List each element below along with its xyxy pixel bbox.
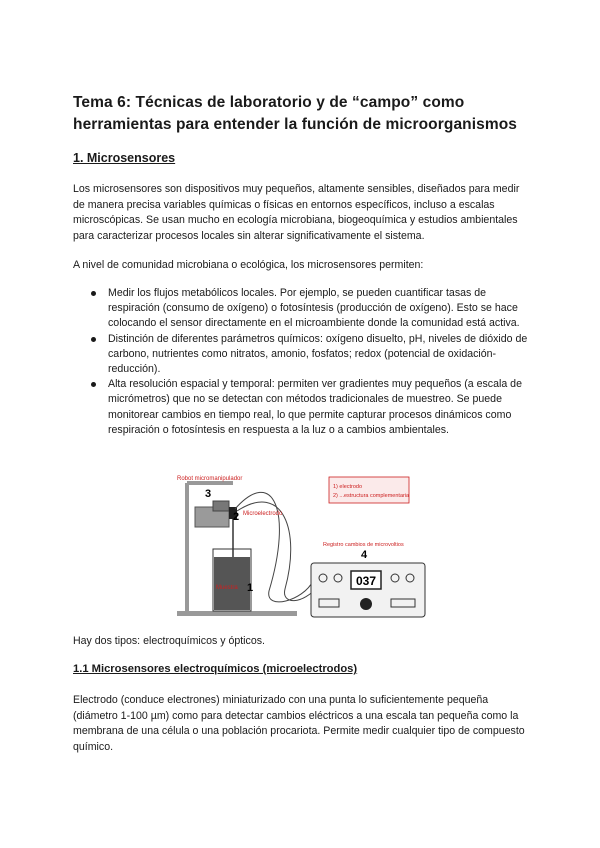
list-item-text: Alta resolución espacial y temporal: permiten ver gradientes muy pequeños (a escala de micrómetros) que no se detectan con métodos tradicionales de muestreo. Se puede monitorear cambios en tiempo real, lo que permite capturar procesos dinámicos como respiración o fotosíntesis en respuesta a la luz o a cambios ambientales. xyxy=(108,378,522,436)
bullet-icon xyxy=(91,382,96,387)
number-2: 2 xyxy=(233,511,240,523)
manipulator-knob-icon xyxy=(213,501,229,511)
subsection-heading-electroquimicos: 1.1 Microsensores electroquímicos (microelectrodos) xyxy=(73,663,358,675)
microsensor-setup-figure xyxy=(173,471,435,621)
intro-paragraph: Los microsensores son dispositivos muy pequeños, altamente sensibles, diseñados para medir de manera precisa variables químicas o físicas en entornos específicos, incluso a escalas microscópicas. Se usan mucho en ecología microbiana, biogeoquímica y estudios ambientales para caracterizar procesos locales sin alterar significativamente el sistema. xyxy=(73,183,520,242)
types-paragraph: Hay dos tipos: electroquímicos y ópticos. xyxy=(73,635,265,647)
section-heading-microsensores: 1. Microsensores xyxy=(73,151,176,165)
list-item-text: Medir los flujos metabólicos locales. Por ejemplo, se pueden cuantificar tasas de respiración (consumo de oxígeno) o fotosíntesis (producción de oxígeno). Esto se hace colocando el sensor directamente en el microambiente donde la comunidad está activa. xyxy=(108,287,520,330)
label-robot: Robot micromanipulador xyxy=(177,476,243,482)
main-dial-icon xyxy=(360,598,372,610)
list-item-text: Distinción de diferentes parámetros químicos: oxígeno disuelto, pH, niveles de dióxido de carbono, nutrientes como nitratos, amonio, fosfatos; redox (potencial de oxidación-reducción). xyxy=(108,332,528,376)
label-muestra: Muestra xyxy=(216,585,238,591)
number-1: 1 xyxy=(247,582,254,594)
number-3: 3 xyxy=(205,488,212,500)
electrode-paragraph: Electrodo (conduce electrones) miniaturizado con una punta lo suficientemente pequeña (diámetro 1-100 µm) como para detectar cambios eléctricos a una escala tan pequeña como la membrana de una célula o una población procariota. Permite medir cualquier tipo de compuesto químico. xyxy=(73,694,525,753)
document-title: Tema 6: Técnicas de laboratorio y de “campo” como herramientas para entender la función de microorganismos xyxy=(73,94,518,133)
label-registro: Registro cambios de microvoltios xyxy=(323,542,404,548)
list-item xyxy=(91,377,531,438)
bullet-icon xyxy=(91,337,96,342)
bullet-icon xyxy=(91,291,96,296)
legend-text-2: 2) ...estructura complementaria xyxy=(333,493,410,499)
label-microelectrode: Microelectrodo xyxy=(243,511,283,517)
legend-box xyxy=(329,477,409,503)
number-4: 4 xyxy=(361,549,368,561)
display-readout: 037 xyxy=(355,574,377,588)
legend-text-1: 1) electrodo xyxy=(333,484,363,490)
list-item xyxy=(91,286,531,332)
stand-base xyxy=(177,611,297,616)
stand-pole xyxy=(185,483,189,613)
list-item xyxy=(91,332,531,378)
lead-paragraph: A nivel de comunidad microbiana o ecológica, los microsensores permiten: xyxy=(73,259,424,271)
capabilities-list xyxy=(91,286,531,438)
sample-icon xyxy=(214,557,250,610)
